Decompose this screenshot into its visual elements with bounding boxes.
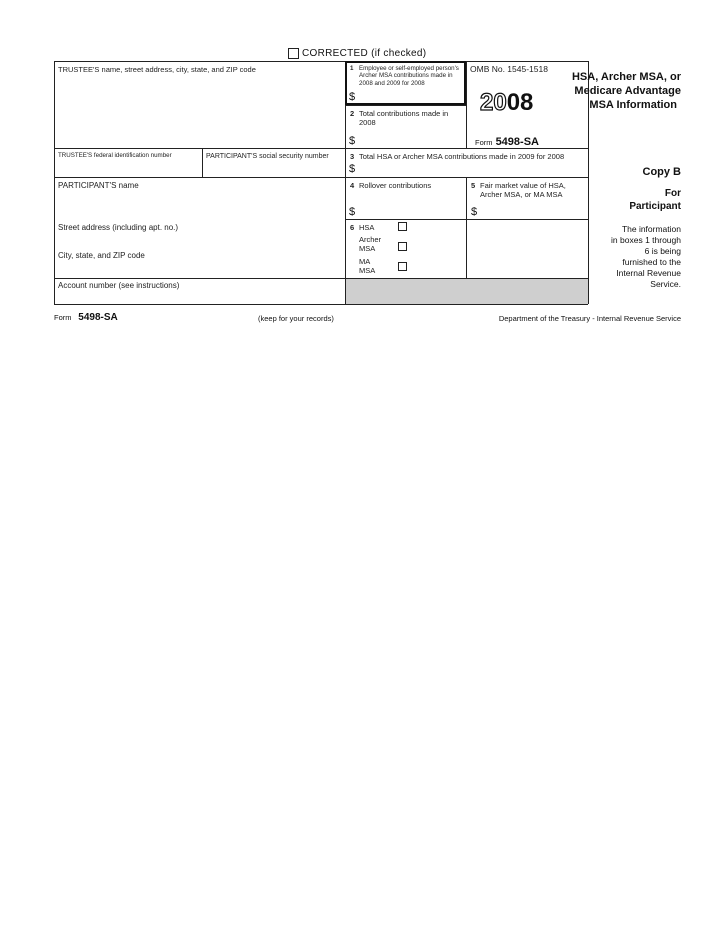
participant-city-label: City, state, and ZIP code xyxy=(58,251,145,260)
copy-info-line3: 6 is being xyxy=(644,246,681,256)
box2-amount-field[interactable] xyxy=(358,134,462,147)
box2-number: 2 xyxy=(350,109,355,118)
copy-info-line6: Service. xyxy=(650,279,681,289)
box6-number: 6 xyxy=(350,223,355,232)
footer-department: Department of the Treasury - Internal Revenue Service xyxy=(498,314,681,323)
box6-archer-checkbox[interactable] xyxy=(398,242,407,251)
participant-street-label: Street address (including apt. no.) xyxy=(58,223,179,232)
box6-ma-checkbox[interactable] xyxy=(398,262,407,271)
copy-info-line1: The information xyxy=(621,224,681,234)
participant-street-field[interactable] xyxy=(56,234,344,248)
column-divider-trustee-id xyxy=(202,148,203,177)
column-divider-omb xyxy=(466,61,467,148)
form-top-border xyxy=(54,61,588,62)
footer-form-number: 5498-SA xyxy=(78,312,118,323)
box1-amount-field[interactable] xyxy=(358,91,462,103)
row-divider-1 xyxy=(54,148,588,149)
box3-dollar: $ xyxy=(349,163,356,175)
tax-year-prefix: 20 xyxy=(480,89,507,116)
box6-archer-label xyxy=(359,235,381,253)
box1-dollar: $ xyxy=(349,91,356,103)
copy-info-line4: furnished to the xyxy=(622,257,681,267)
footer-keep-records: (keep for your records) xyxy=(258,314,334,323)
participant-ssn-field[interactable] xyxy=(204,161,344,176)
box6-hsa-checkbox[interactable] xyxy=(398,222,407,231)
box6-hsa-label: HSA xyxy=(359,223,375,232)
box1-label: Employee or self-employed person's Archer MSA contributions made in 2008 and 2009 for 2008 xyxy=(359,65,459,87)
box3-label: Total HSA or Archer MSA contributions made in 2009 for 2008 xyxy=(359,152,565,161)
corrected-label: CORRECTED (if checked) xyxy=(302,48,427,59)
box6-archer-line2: MSA xyxy=(359,244,376,253)
box5-label: Fair market value of HSA, Archer MSA, or MA MSA xyxy=(480,181,566,199)
box4-label: Rollover contributions xyxy=(359,181,432,190)
box2-label: Total contributions made in 2008 xyxy=(359,109,449,127)
account-number-label: Account number (see instructions) xyxy=(58,281,180,290)
form-title-line1: HSA, Archer MSA, or xyxy=(571,71,681,83)
participant-ssn-label: PARTICIPANT'S social security number xyxy=(206,153,329,160)
omb-form-word: Form xyxy=(475,138,493,147)
box5-amount-field[interactable] xyxy=(480,205,584,218)
trustee-federal-id-label: TRUSTEE'S federal identification number xyxy=(58,152,172,159)
trustee-federal-id-field[interactable] xyxy=(56,161,200,176)
omb-form-id xyxy=(475,136,539,148)
box2-dollar: $ xyxy=(349,135,356,147)
box6-ma-line1: MA xyxy=(359,257,371,266)
copy-info-text xyxy=(590,224,681,290)
copy-info-line2: in boxes 1 through xyxy=(611,235,681,245)
form-title xyxy=(548,70,681,112)
participant-name-label: PARTICIPANT'S name xyxy=(58,181,139,190)
form-bottom-border xyxy=(54,304,588,305)
shaded-area xyxy=(346,279,588,304)
copy-participant-label: Participant xyxy=(629,201,681,212)
copy-info-line5: Internal Revenue xyxy=(616,268,681,278)
row-divider-2 xyxy=(54,177,588,178)
form-left-border xyxy=(54,61,55,304)
copy-label: Copy B xyxy=(642,166,681,178)
footer-form-id xyxy=(54,312,118,323)
column-divider-box5 xyxy=(466,177,467,278)
footer-form-word: Form xyxy=(54,313,72,322)
row-divider-3 xyxy=(345,219,588,220)
box4-dollar: $ xyxy=(349,206,356,218)
tax-year-suffix: 08 xyxy=(506,89,534,116)
box4-amount-field[interactable] xyxy=(358,205,462,218)
participant-name-field[interactable] xyxy=(56,192,344,218)
box6-ma-line2: MSA xyxy=(359,266,376,275)
box6-ma-label xyxy=(359,257,375,275)
trustee-name-field[interactable] xyxy=(56,76,344,147)
box6-archer-line1: Archer xyxy=(359,235,382,244)
omb-form-number: 5498-SA xyxy=(495,136,539,148)
form-title-line3: MSA Information xyxy=(589,99,677,111)
account-number-field[interactable] xyxy=(56,291,344,303)
corrected-checkbox[interactable] xyxy=(288,48,299,59)
box5-number: 5 xyxy=(471,181,476,190)
tax-year xyxy=(480,90,533,116)
trustee-name-label: TRUSTEE'S name, street address, city, state, and ZIP code xyxy=(58,65,256,74)
copy-for-label: For xyxy=(664,188,681,199)
box3-number: 3 xyxy=(350,152,355,161)
box5-dollar: $ xyxy=(471,206,478,218)
form-title-line2: Medicare Advantage xyxy=(574,85,681,97)
row-divider-box2 xyxy=(345,105,466,106)
omb-number: OMB No. 1545-1518 xyxy=(470,64,548,74)
participant-city-field[interactable] xyxy=(56,262,344,277)
box1-number: 1 xyxy=(350,65,354,72)
box3-amount-field[interactable] xyxy=(358,162,584,176)
box4-number: 4 xyxy=(350,181,355,190)
